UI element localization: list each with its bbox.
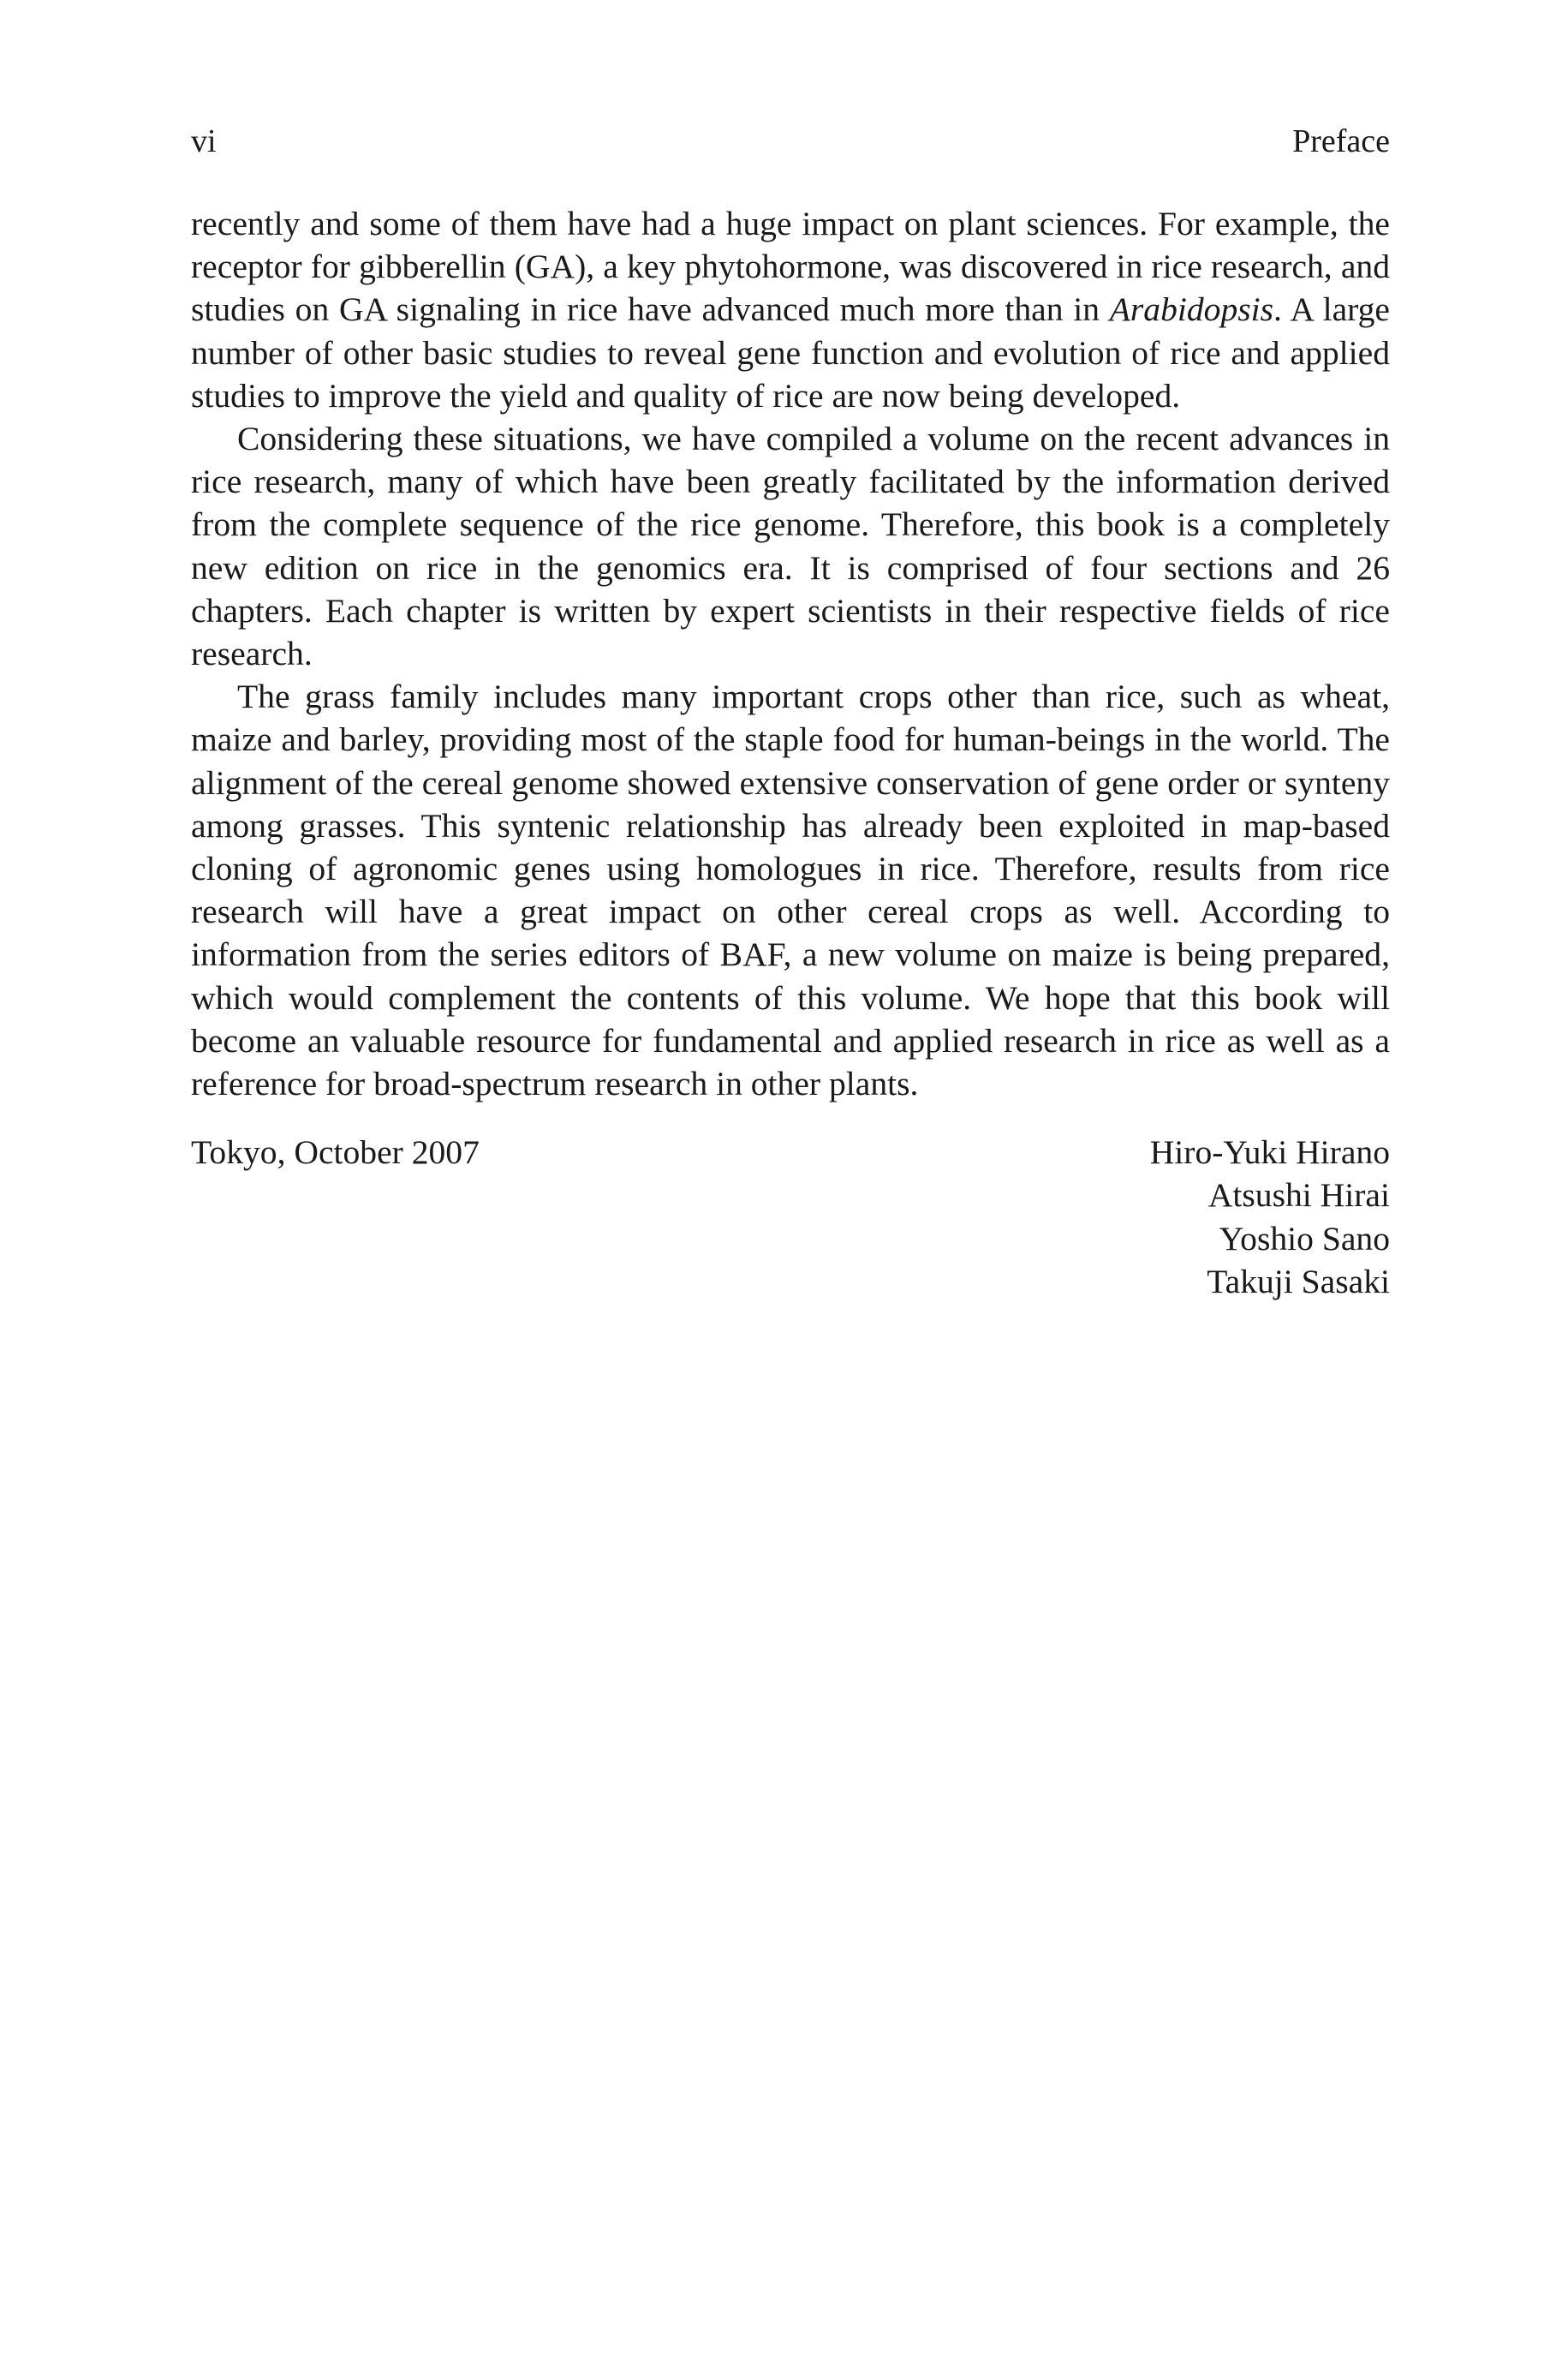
author-name: Hiro-Yuki Hirano bbox=[1149, 1133, 1390, 1172]
paragraph-1-text-b: . A large number of other basic studies to reveal gene function and evolution of rice and applied studies to improve the yield and quality of rice are now being developed. bbox=[191, 290, 1390, 415]
page-number: vi bbox=[191, 123, 217, 159]
place-date: Tokyo, October 2007 bbox=[191, 1133, 480, 1172]
author-list bbox=[1150, 1131, 1390, 1303]
author-name: Yoshio Sano bbox=[1219, 1219, 1390, 1258]
paragraph-1 bbox=[191, 202, 1390, 417]
running-head bbox=[191, 120, 1390, 163]
author-name: Takuji Sasaki bbox=[1207, 1262, 1390, 1300]
preface-body bbox=[191, 202, 1390, 1105]
section-title: Preface bbox=[1292, 123, 1390, 159]
author-name: Atsushi Hirai bbox=[1207, 1176, 1390, 1215]
signature-block bbox=[191, 1131, 1390, 1303]
document-page bbox=[191, 120, 1390, 1303]
paragraph-1-italic-term: Arabidopsis bbox=[1109, 290, 1274, 329]
paragraph-1-text-a: recently and some of them have had a huge impact on plant sciences. For example, the receptor for gibberellin (GA), a key phytohormone, was discovered in rice research, and studies on GA signaling in rice have advanced much more than in bbox=[191, 205, 1390, 329]
paragraph-2: Considering these situations, we have compiled a volume on the recent advances in rice research, many of which have been greatly facilitated by the information derived from the complete sequence of the rice genome. Therefore, this book is a completely new edition on rice in the genomics era. It is comprised of four sections and 26 chapters. Each chapter is written by expert scientists in their respective fields of rice research. bbox=[191, 420, 1390, 673]
paragraph-3: The grass family includes many important crops other than rice, such as wheat, maize and barley, providing most of the staple food for human-beings in the world. The alignment of the cereal genome showed extensive conservation of gene order or synteny among grasses. This syntenic relationship has already been exploited in map-based cloning of agronomic genes using homologues in rice. Therefore, results from rice research will have a great impact on other cereal crops as well. According to information from the series editors of BAF, a new volume on maize is being prepared, which would complement the contents of this volume. We hope that this book will become an valuable resource for fundamental and applied research in rice as well as a reference for broad-spectrum research in other plants. bbox=[191, 678, 1390, 1103]
